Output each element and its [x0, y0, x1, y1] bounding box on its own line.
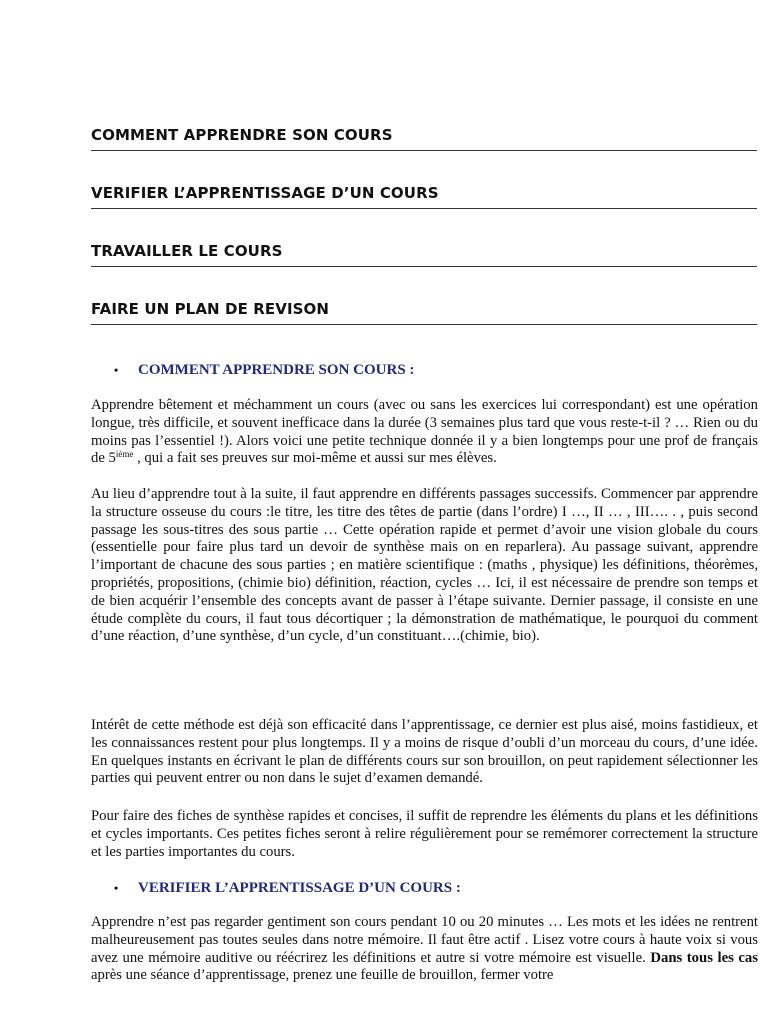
paragraph-text: , qui a fait ses preuves sur moi-même et aussi sur mes élèves. — [133, 450, 497, 467]
toc-entry-apprendre: COMMENT APPRENDRE SON COURS — [91, 126, 757, 151]
paragraph: Pour faire des fiches de synthèse rapides et concises, il suffit de reprendre les éléments du plans et les définitions et cycles importants. Ces petites fiches seront à relire régulièrement pour se remémorer correctement la structure et les parties importantes du cours. — [91, 808, 758, 860]
toc-entry-plan: FAIRE UN PLAN DE REVISON — [91, 300, 757, 325]
bold-text: Dans tous les cas — [650, 949, 758, 966]
paragraph-text: après une séance d’apprentissage, prenez une feuille de brouillon, fermer votre — [91, 967, 554, 984]
toc-entry-verifier: VERIFIER L’APPRENTISSAGE D’UN COURS — [91, 184, 757, 209]
bullet-icon: • — [114, 363, 119, 377]
section-heading-apprendre — [114, 361, 414, 379]
superscript: ième — [115, 449, 134, 460]
paragraph — [91, 914, 758, 985]
section-heading-text: COMMENT APPRENDRE SON COURS : — [138, 362, 415, 378]
bullet-icon: • — [114, 881, 119, 895]
section-heading-text: VERIFIER L’APPRENTISSAGE D’UN COURS : — [138, 880, 461, 896]
section-heading-verifier — [114, 879, 461, 897]
paragraph: Au lieu d’apprendre tout à la suite, il faut apprendre en différents passages successifs. Commencer par apprendre la structure osseuse du cours :le titre, les titre des têtes de partie (dans l’ordre) I …, II … , III…. . , puis second passage les sous-titres des sous partie … Cette opération rapide et permet d’avoir une vision globale du cours (essentielle pour faire plus tard un devoir de synthèse mais on en reparlera). Au passage suivant, apprendre l’important de chacune des sous parties ; en matière scientifique : (maths , physique) les définitions, théorèmes, propriétés, propositions, (chimie bio) définition, réaction, cycles … Ici, il est nécessaire de prendre son temps et de bien acquérir l’ensemble des concepts avant de passer à l’étape suivante. Dernier passage, il consiste en une étude complète du cours, il faut tous décortiquer ; la démonstration de mathématique, le pourquoi du comment d’une réaction, d’une synthèse, d’un cycle, d’un constituant….(chimie, bio). — [91, 486, 758, 645]
paragraph-text: Apprendre bêtement et méchamment un cours (avec ou sans les exercices lui correspondant) est une opération longue, très difficile, et souvent inefficace dans la durée (3 semaines plus tard que vous reste-t-il ? … Rien ou du moins pas l’essentiel !). Alors voici une petite technique donnée il y a bien longtemps pour une prof de français de 5 — [91, 397, 758, 467]
toc-entry-travailler: TRAVAILLER LE COURS — [91, 242, 757, 267]
paragraph: Intérêt de cette méthode est déjà son efficacité dans l’apprentissage, ce dernier est plus aisé, moins fastidieux, et les connaissances restent pour plus longtemps. Il y a moins de risque d’oubli d’un morceau du cours, d’une idée. En quelques instants en écrivant le plan de différents cours sur son brouillon, on peut rapidement sélectionner les parties qui peuvent entrer ou non dans le sujet d’examen demandé. — [91, 717, 758, 787]
paragraph — [91, 397, 758, 468]
paragraph-text: Apprendre n’est pas regarder gentiment son cours pendant 10 ou 20 minutes … Les mots et les idées ne rentrent malheureusement pas toutes seules dans notre mémoire. Il faut être actif . Lisez votre cours à haute voix si vous avez une mémoire auditive ou réécrirez les définitions et autre si votre mémoire est visuelle. — [91, 914, 758, 966]
